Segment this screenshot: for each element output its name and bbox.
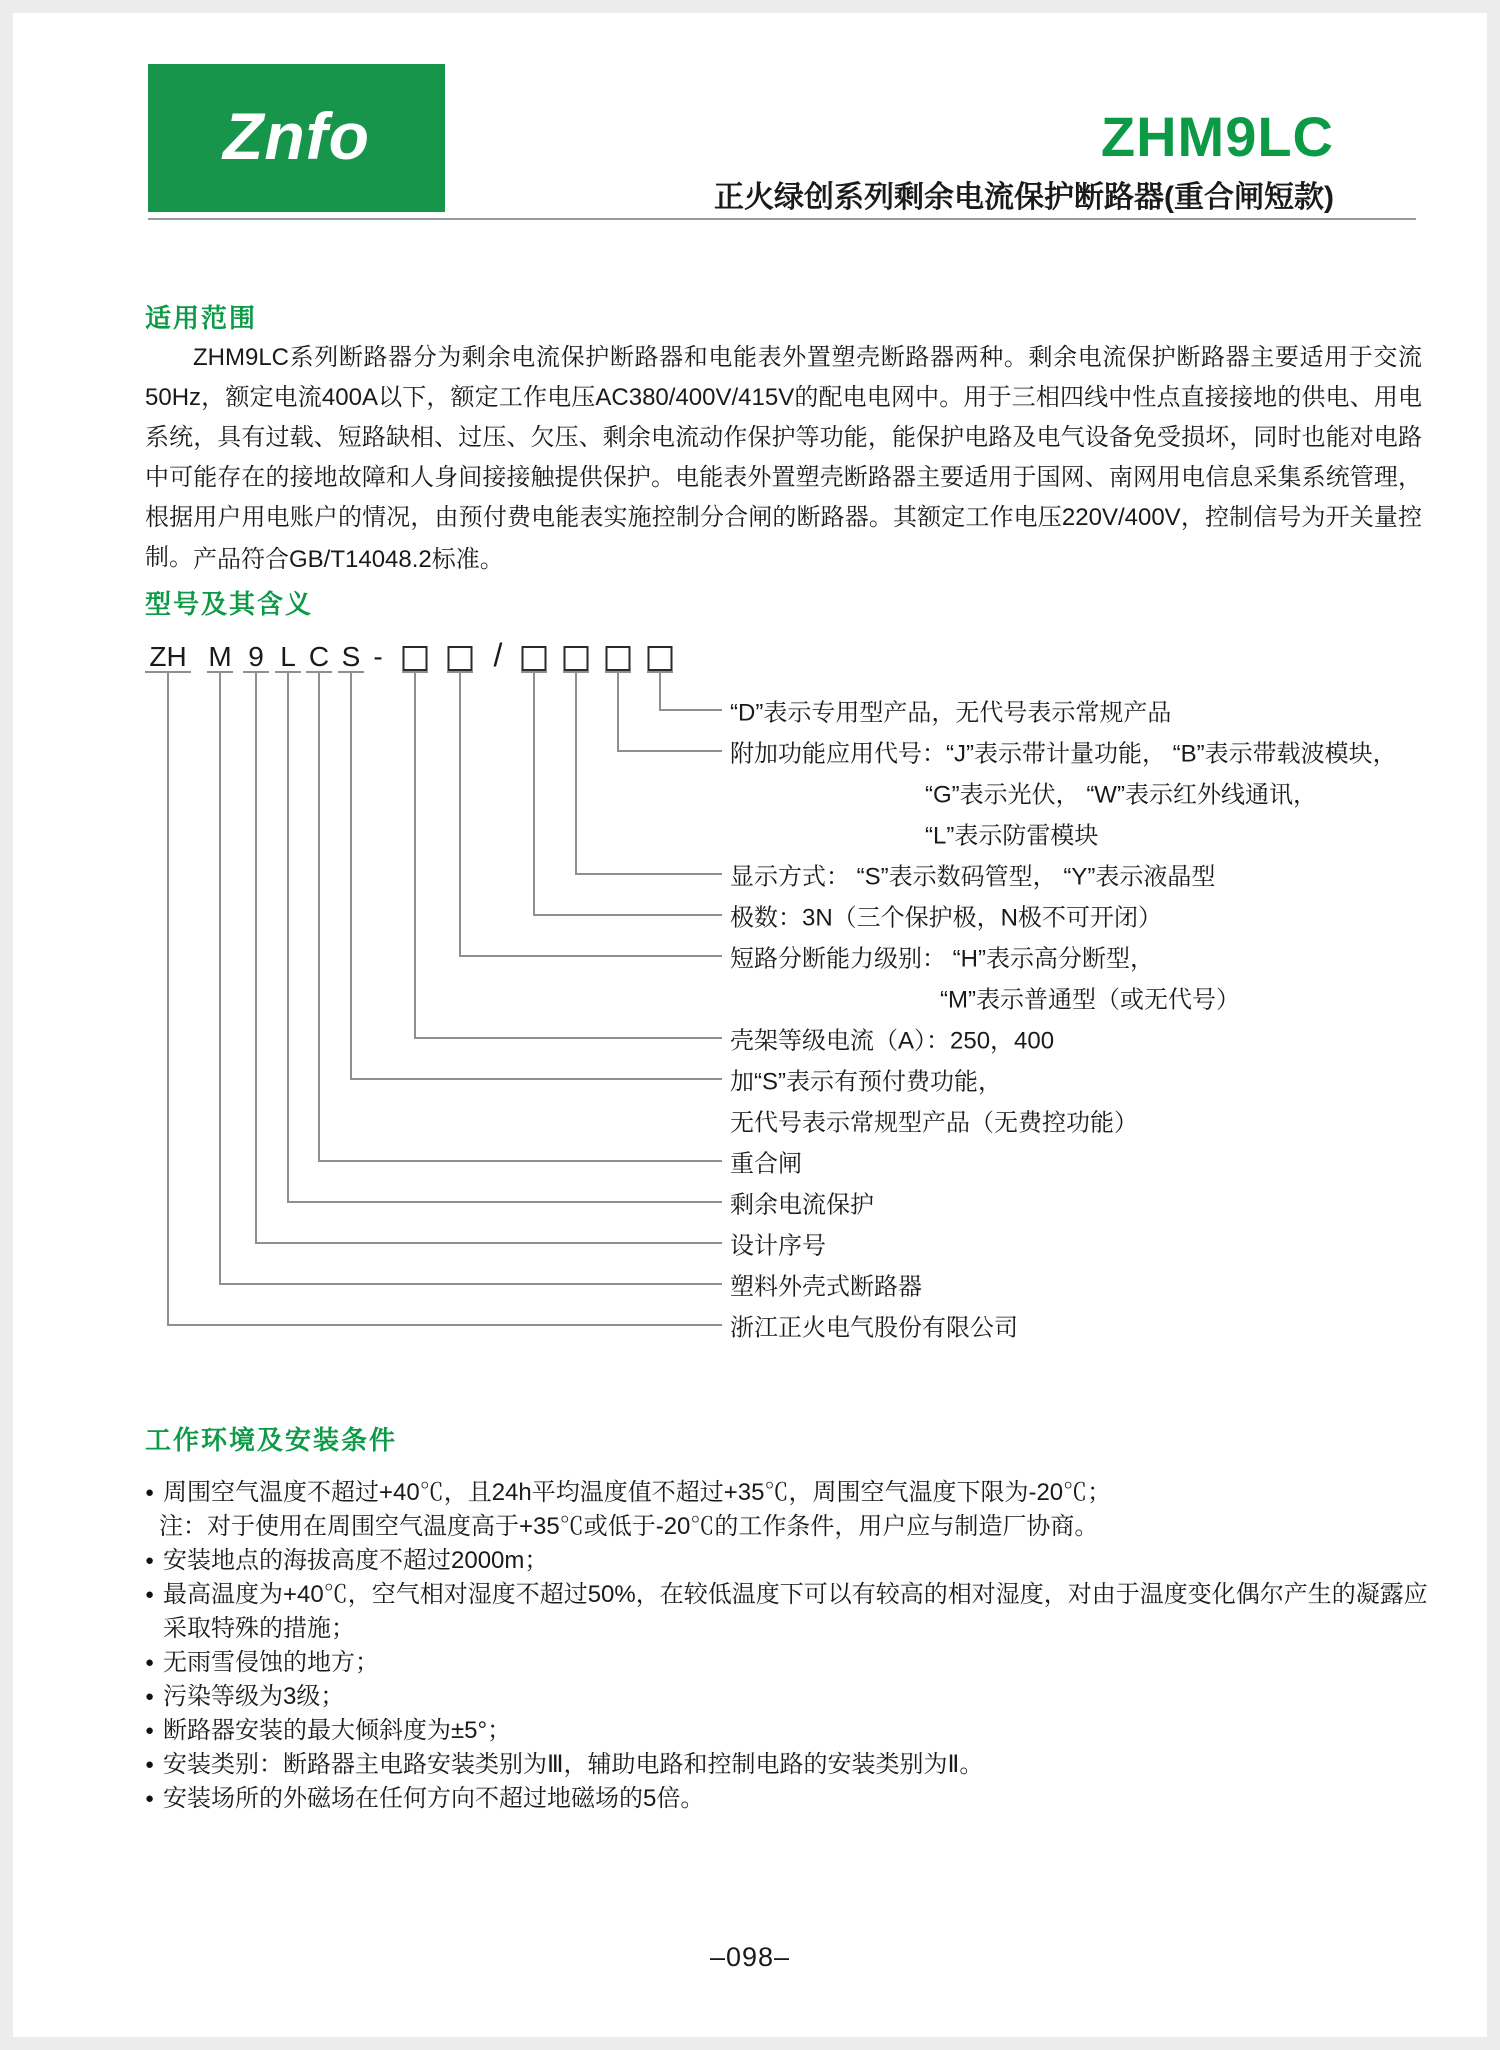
env-item-no-rain-snow: ● 无雨雪侵蚀的地方； — [145, 1646, 1430, 1680]
model-desc-display-type: 显示方式： “S”表示数码管型， “Y”表示液晶型 — [730, 863, 1216, 891]
code-segment-9: 9 — [248, 641, 264, 672]
code-placeholder-box-6 — [648, 646, 673, 671]
environment-conditions-list — [145, 1476, 1430, 1816]
model-desc-special-type: “D”表示专用型产品，无代号表示常规产品 — [730, 699, 1172, 727]
env-item-pollution-degree: ● 污染等级为3级； — [145, 1680, 1430, 1714]
bullet-dot-icon: ● — [145, 1484, 155, 1501]
model-desc-mccb: 塑料外壳式断路器 — [730, 1273, 922, 1301]
code-placeholder-box-5 — [606, 646, 631, 671]
model-code-diagram — [0, 585, 1500, 1375]
code-placeholder-box-2 — [448, 646, 473, 671]
model-desc-residual-current: 剩余电流保护 — [730, 1191, 874, 1219]
model-desc-recloser: 重合闸 — [730, 1150, 802, 1178]
env-item-max-tilt: ● 断路器安装的最大倾斜度为±5°； — [145, 1714, 1430, 1748]
model-desc-frame-current: 壳架等级电流（A）：250，400 — [730, 1027, 1055, 1055]
code-placeholder-box-4 — [564, 646, 589, 671]
section-title-scope: 适用范围 — [145, 303, 258, 333]
bullet-dot-icon: ● — [145, 1654, 155, 1671]
model-desc-company: 浙江正火电气股份有限公司 — [730, 1314, 1018, 1342]
bullet-dot-icon: ● — [145, 1688, 155, 1705]
code-placeholder-box-3 — [522, 646, 547, 671]
header-divider — [148, 218, 1416, 220]
product-model-title: ZHM9LC — [1100, 105, 1334, 168]
page-number: –098– — [709, 1942, 791, 1972]
model-desc-addon-codes: 附加功能应用代号：“J”表示带计量功能， “B”表示带载波模块， — [730, 740, 1397, 768]
env-item-humidity: ● 最高温度为+40℃，空气相对湿度不超过50%，在较低温度下可以有较高的相对湿度，对由于温度变化偶尔产生的凝露应采取特殊的措施； — [145, 1578, 1430, 1646]
model-desc-addon-codes-2: “G”表示光伏， “W”表示红外线通讯， — [925, 781, 1317, 809]
model-desc-breaking-capacity-2: “M”表示普通型（或无代号） — [940, 986, 1240, 1014]
code-segment-m: M — [208, 641, 232, 672]
product-series-subtitle: 正火绿创系列剩余电流保护断路器(重合闸短款) — [714, 181, 1334, 214]
env-item-altitude: ● 安装地点的海拔高度不超过2000m； — [145, 1544, 1430, 1578]
bullet-dot-icon: ● — [145, 1790, 155, 1807]
code-segment-s: S — [341, 641, 361, 672]
env-item-installation-category: ● 安装类别：断路器主电路安装类别为Ⅲ，辅助电路和控制电路的安装类别为Ⅱ。 — [145, 1748, 1430, 1782]
code-placeholder-box-1 — [403, 646, 428, 671]
model-desc-design-serial: 设计序号 — [730, 1232, 826, 1260]
brand-logo-text: Znfo — [223, 99, 370, 173]
code-segment-l: L — [280, 641, 296, 672]
code-segment-slash: / — [493, 637, 503, 673]
code-segment-dash: - — [373, 641, 383, 672]
section-title-environment: 工作环境及安装条件 — [145, 1425, 398, 1455]
model-desc-prepaid: 加“S”表示有预付费功能， — [730, 1068, 1002, 1096]
section-title-model: 型号及其含义 — [145, 589, 314, 619]
model-desc-poles: 极数：3N（三个保护极，N极不可开闭） — [730, 904, 1163, 932]
bullet-dot-icon: ● — [145, 1756, 155, 1773]
bullet-dot-icon: ● — [145, 1722, 155, 1739]
code-segment-zh: ZH — [149, 641, 187, 672]
model-desc-prepaid-2: 无代号表示常规型产品（无费控功能） — [730, 1109, 1138, 1137]
scope-paragraph: ZHM9LC系列断路器分为剩余电流保护断路器和电能表外置塑壳断路器两种。剩余电流保护断路器主要适用于交流50Hz，额定电流400A以下，额定工作电压AC380/400V/415V的配电电网中。用于三相四线中性点直接接地的供电、用电系统，具有过载、短路缺相、过压、欠压、剩余电流动作保护等功能，能保护电路及电气设备免受损坏，同时也能对电路中可能存在的接地故障和人身间接接触提供保护。电能表外置塑壳断路器主要适用于国网、南网用电信息采集系统管理，根据用户用电账户的情况，由预付费电能表实施控制分合闸的断路器。其额定工作电压220V/400V，控制信号为开关量控制。 — [145, 344, 1422, 571]
scope-standard-line: 产品符合GB/T14048.2标准。 — [193, 546, 504, 573]
env-item-external-magnetic-field: ● 安装场所的外磁场在任何方向不超过地磁场的5倍。 — [145, 1782, 1430, 1816]
env-item-temperature-note: 注：对于使用在周围空气温度高于+35℃或低于-20℃的工作条件，用户应与制造厂协商。 — [159, 1513, 1099, 1540]
model-desc-breaking-capacity: 短路分断能力级别： “H”表示高分断型， — [730, 945, 1154, 973]
bullet-dot-icon: ● — [145, 1552, 155, 1569]
env-item-ambient-temperature: ● 周围空气温度不超过+40℃，且24h平均温度值不超过+35℃，周围空气温度下限为-20℃； — [145, 1476, 1430, 1510]
brand-logo — [148, 64, 445, 212]
code-segment-c: C — [308, 641, 330, 672]
model-desc-addon-codes-3: “L”表示防雷模块 — [925, 822, 1099, 850]
bullet-dot-icon: ● — [145, 1586, 155, 1603]
